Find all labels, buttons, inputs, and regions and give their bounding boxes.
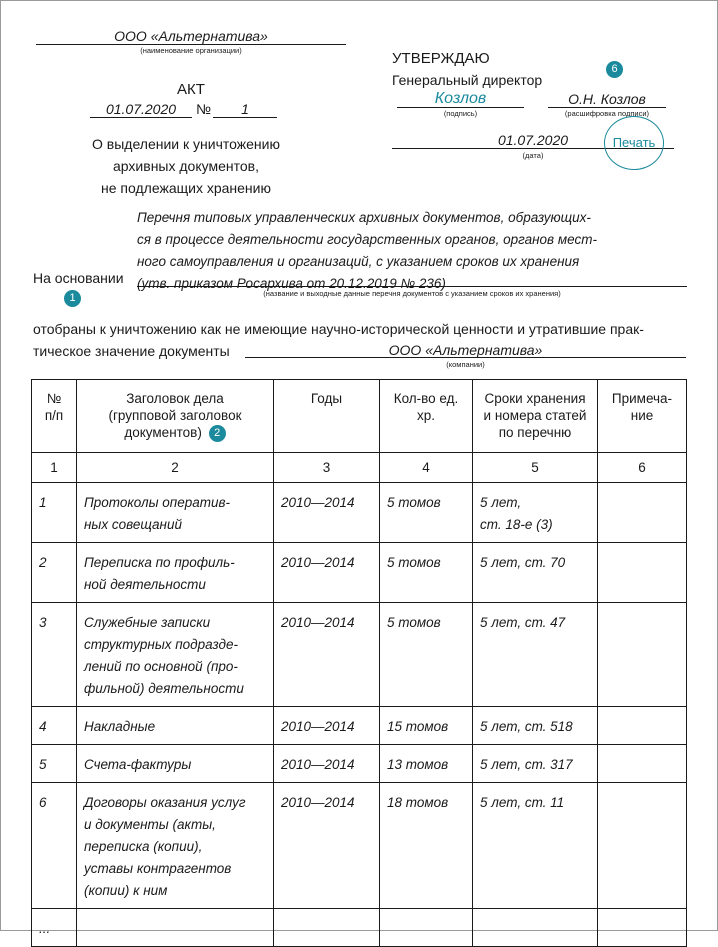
basis-text (137, 207, 687, 295)
cell-title-line: фильной) деятельности (84, 681, 244, 696)
approver-position: Генеральный директор (392, 72, 543, 88)
act-number-label: № (196, 101, 212, 117)
act-number: 1 (241, 101, 249, 117)
approver-signature: Козлов (434, 90, 487, 107)
cell-years (274, 909, 380, 947)
cell-number: 1 (32, 483, 77, 543)
cell-quantity: 18 томов (380, 783, 473, 909)
act-number-line (213, 117, 277, 118)
selected-line-2: тическое значение документы (33, 343, 230, 359)
basis-line: (утв. приказом Росархива от 20.12.2019 № 236) (137, 276, 446, 291)
act-date-line (90, 117, 192, 118)
header-text: Примеча- (611, 391, 673, 406)
header-text: № (46, 391, 62, 406)
signature-caption: (подпись) (443, 109, 478, 118)
table-row (32, 745, 687, 783)
cell-title-line: лений по основной (про- (84, 659, 238, 674)
basis-line: ного самоуправления и организаций, с указанием сроков их хранения (137, 254, 580, 269)
cell-title (77, 745, 274, 783)
cell-term (473, 783, 598, 909)
cell-term (473, 603, 598, 707)
cell-title-line: Переписка по профиль- (84, 555, 235, 570)
cell-quantity: 5 томов (380, 603, 473, 707)
cell-quantity (380, 909, 473, 947)
cell-title (77, 483, 274, 543)
header-text: п/п (44, 408, 64, 423)
basis-caption: (название и выходные данные перечня документов с указанием сроков их хранения) (263, 289, 561, 298)
cell-note (598, 483, 687, 543)
cell-years: 2010—2014 (274, 543, 380, 603)
cell-number: 4 (32, 707, 77, 745)
col-header-number (32, 380, 77, 453)
col-number: 2 (77, 453, 274, 483)
table-row (32, 543, 687, 603)
header-text: и номера статей (483, 408, 587, 423)
cell-years: 2010—2014 (274, 783, 380, 909)
cell-term (473, 483, 598, 543)
basis-label: На основании (33, 270, 124, 286)
table-row (32, 603, 687, 707)
header-row (32, 380, 687, 453)
cell-quantity: 5 томов (380, 543, 473, 603)
cell-title-line: Договоры оказания услуг (84, 795, 246, 810)
cell-term-line: 5 лет, ст. 317 (480, 757, 573, 772)
table-row (32, 707, 687, 745)
cell-term-line: 5 лет, ст. 70 (480, 555, 566, 570)
company-line (245, 357, 686, 358)
selected-company: ООО «Альтернатива» (388, 342, 543, 358)
header-text: документов) (124, 425, 202, 440)
header-text (77, 424, 273, 442)
col-number: 1 (32, 453, 77, 483)
signature-line (397, 107, 524, 108)
cell-years: 2010—2014 (274, 707, 380, 745)
cell-number: 5 (32, 745, 77, 783)
header-text: Сроки хранения (484, 391, 586, 406)
col-number: 3 (274, 453, 380, 483)
cell-note (598, 543, 687, 603)
cell-title-line: переписка (копии), (84, 839, 203, 854)
org-name: ООО «Альтернатива» (114, 28, 268, 44)
cell-years: 2010—2014 (274, 745, 380, 783)
cell-note (598, 707, 687, 745)
name-caption: (расшифровка подписи) (564, 109, 650, 118)
name-line (548, 107, 666, 108)
cell-note (598, 603, 687, 707)
col-header-note (598, 380, 687, 453)
badge-6: 6 (606, 61, 623, 78)
table-row (32, 783, 687, 909)
company-caption: (компании) (446, 360, 485, 369)
act-subject-line: архивных документов, (113, 158, 259, 174)
cell-title-line: (копии) к ним (84, 883, 168, 898)
cell-title (77, 543, 274, 603)
header-text: по перечню (498, 425, 572, 440)
approval-date: 01.07.2020 (497, 132, 569, 148)
cell-title-line: ных совещаний (84, 517, 182, 532)
cell-quantity: 5 томов (380, 483, 473, 543)
header-text: ние (630, 408, 654, 423)
selected-line-1: отобраны к уничтожению как не имеющие научно-исторической ценности и утратившие прак- (33, 321, 644, 337)
cell-number: 2 (32, 543, 77, 603)
col-number: 5 (473, 453, 598, 483)
cell-note (598, 745, 687, 783)
col-number: 6 (598, 453, 687, 483)
badge-1: 1 (64, 290, 81, 307)
cell-term (473, 909, 598, 947)
header-text: Кол-во ед. (393, 391, 459, 406)
approval-date-caption: (дата) (522, 151, 544, 160)
cell-term (473, 707, 598, 745)
cell-term-line: 5 лет, (480, 495, 522, 510)
act-date: 01.07.2020 (105, 101, 177, 117)
cell-quantity: 15 томов (380, 707, 473, 745)
org-name-line (36, 44, 346, 45)
act-title: АКТ (177, 81, 205, 98)
act-subject-line: О выделении к уничтожению (92, 136, 280, 152)
col-header-years (274, 380, 380, 453)
badge-2: 2 (209, 425, 226, 442)
act-subject (76, 133, 296, 199)
org-caption: (наименование организации) (140, 46, 242, 55)
approver-name: О.Н. Козлов (568, 91, 646, 107)
basis-line: Перечня типовых управленческих архивных документов, образующих- (137, 210, 591, 225)
cell-title (77, 783, 274, 909)
cell-note (598, 783, 687, 909)
cell-title-line: Протоколы оператив- (84, 495, 231, 510)
cell-number: 6 (32, 783, 77, 909)
cell-title (77, 909, 274, 947)
header-text: Годы (310, 391, 343, 406)
cell-title-line: ной деятельности (84, 577, 206, 592)
cell-years: 2010—2014 (274, 603, 380, 707)
cell-term (473, 745, 598, 783)
cell-term-line: 5 лет, ст. 518 (480, 719, 573, 734)
basis-line: ся в процессе деятельности государственных органов, органов мест- (137, 232, 597, 247)
col-header-terms (473, 380, 598, 453)
stamp-seal: Печать (604, 116, 664, 170)
act-subject-line: не подлежащих хранению (101, 180, 271, 196)
col-header-title (77, 380, 274, 453)
cell-note (598, 909, 687, 947)
header-text: хр. (416, 408, 435, 423)
basis-line-rule (137, 286, 687, 287)
table-row (32, 909, 687, 947)
cell-term (473, 543, 598, 603)
cell-title-line: уставы контрагентов (84, 861, 232, 876)
cell-title-line: Накладные (84, 719, 156, 734)
cell-title-line: структурных подразде- (84, 637, 238, 652)
cell-number: 3 (32, 603, 77, 707)
col-number: 4 (380, 453, 473, 483)
destruction-table (31, 379, 687, 947)
cell-title-line: Служебные записки (84, 615, 211, 630)
cell-title-line: Счета-фактуры (84, 757, 192, 772)
cell-number: ... (32, 909, 77, 947)
cell-term-line: ст. 18-е (3) (480, 517, 553, 532)
cell-years: 2010—2014 (274, 483, 380, 543)
column-number-row (32, 453, 687, 483)
cell-term-line: 5 лет, ст. 11 (480, 795, 565, 810)
cell-title-line: и документы (акты, (84, 817, 216, 832)
cell-title (77, 603, 274, 707)
cell-quantity: 13 томов (380, 745, 473, 783)
approve-label: УТВЕРЖДАЮ (392, 50, 490, 67)
col-header-quantity (380, 380, 473, 453)
cell-term-line: 5 лет, ст. 47 (480, 615, 566, 630)
cell-title (77, 707, 274, 745)
table-row (32, 483, 687, 543)
header-text: Заголовок дела (126, 391, 224, 406)
header-text: (групповой заголовок (108, 408, 242, 423)
